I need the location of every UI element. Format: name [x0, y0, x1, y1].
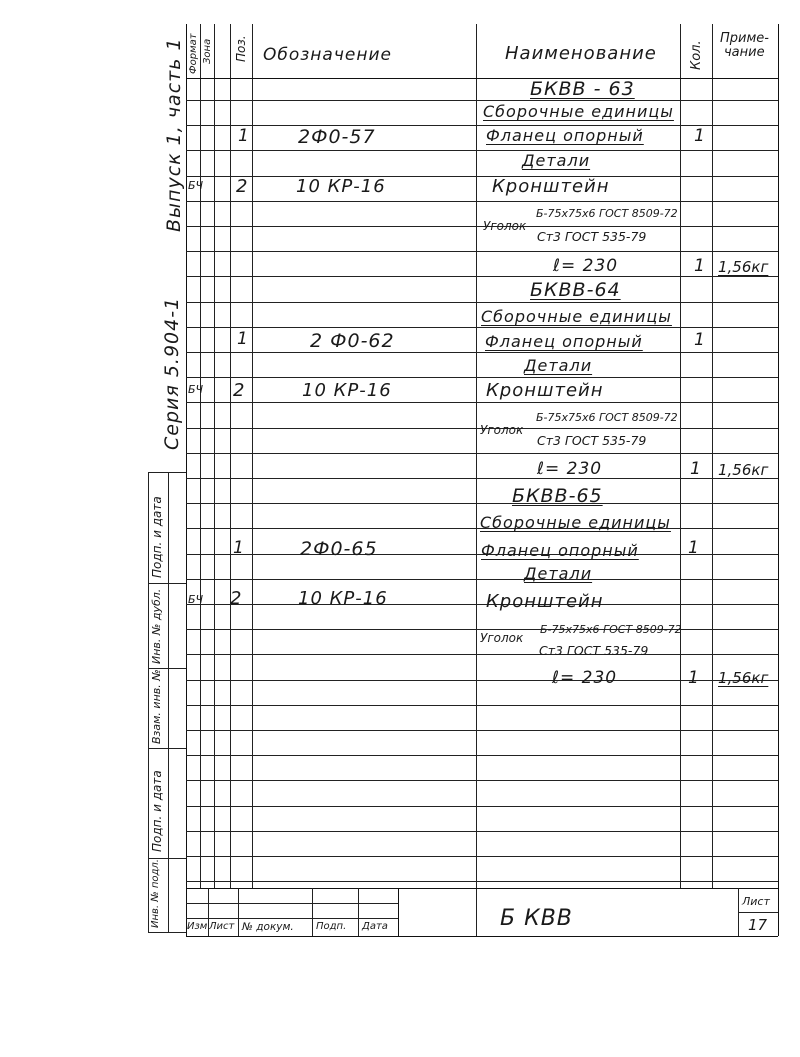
section-sborochnye-2: Сборочные единицы — [481, 307, 672, 326]
length-kol-2: 1 — [690, 459, 701, 479]
stamp-inv-dubl: Инв. № дубл. — [150, 588, 163, 664]
section-detali-2: Детали — [524, 356, 593, 375]
table-row-line — [186, 654, 778, 655]
stamp-inv-podl: Инв. № подл. — [150, 859, 161, 928]
table-row-line — [186, 881, 778, 882]
ugolok-label-3: Уголок — [480, 631, 524, 645]
name-kronshtein-3: Кронштейн — [486, 591, 604, 612]
table-row-line — [186, 327, 778, 328]
table-row-line — [186, 302, 778, 303]
name-flanec-1: Фланец опорный — [486, 126, 644, 145]
table-row-line — [186, 150, 778, 151]
col-poz — [230, 24, 231, 888]
format-bch-1: БЧ — [188, 179, 204, 192]
poz-2-a: 2 — [236, 176, 248, 197]
ugolok-st3-3: Ст3 ГОСТ 535-79 — [539, 643, 649, 658]
header-oboznachenie: Обозначение — [263, 45, 392, 65]
ugolok-st3-1: Ст3 ГОСТ 535-79 — [537, 229, 647, 244]
table-row-line — [186, 453, 778, 454]
ugolok-label-1: Уголок — [483, 219, 527, 233]
col-naim — [476, 24, 477, 936]
length-kol-3: 1 — [688, 668, 699, 688]
title-bkvv-64: БКВВ-64 — [530, 279, 621, 301]
tb-list-num: 17 — [748, 916, 768, 934]
table-row-line — [186, 251, 778, 252]
title-bkvv-65: БКВВ-65 — [512, 485, 603, 507]
stamp-vzam-inv: Взам. инв. № — [150, 669, 163, 744]
col-zona — [214, 24, 215, 888]
table-row-line — [186, 100, 778, 101]
ugolok-st3-2: Ст3 ГОСТ 535-79 — [537, 433, 647, 448]
table-row-line — [186, 503, 778, 504]
mass-3: 1,56кг — [718, 669, 769, 687]
table-row-line — [186, 629, 778, 630]
header-prim-1: Приме- — [720, 31, 769, 46]
col-prim — [712, 24, 713, 888]
obozn-10kr16-2: 10 КР-16 — [302, 380, 392, 401]
section-detali-3: Детали — [524, 564, 593, 583]
section-sborochnye-3: Сборочные единицы — [480, 513, 671, 532]
table-row-line — [186, 276, 778, 277]
tb-list: Лист — [209, 921, 235, 932]
obozn-2f0-65: 2Ф0-65 — [300, 538, 378, 560]
poz-2-c: 2 — [230, 588, 242, 609]
seriya-label: Серия 5.904-1 — [161, 296, 183, 450]
poz-1-b: 1 — [237, 329, 248, 349]
table-row-line — [186, 377, 778, 378]
format-bch-2: БЧ — [188, 383, 204, 396]
stamp-podp-data-2: Подп. и дата — [150, 770, 164, 852]
frame-left — [186, 24, 187, 936]
table-row-line — [186, 831, 778, 832]
table-row-line — [186, 402, 778, 403]
title-bkvv-63: БКВВ - 63 — [530, 78, 635, 100]
mass-2: 1,56кг — [718, 461, 769, 479]
header-naimenovanie: Наименование — [505, 43, 657, 64]
kol-2: 1 — [694, 330, 705, 350]
ugolok-label-2: Уголок — [480, 423, 524, 437]
obozn-2f0-57: 2Ф0-57 — [298, 126, 376, 148]
header-prim-2: чание — [724, 45, 765, 60]
poz-2-b: 2 — [233, 380, 245, 401]
tb-list-label: Лист — [742, 895, 770, 908]
table-row-line — [186, 352, 778, 353]
length-3: ℓ= 230 — [552, 668, 618, 688]
ugolok-gost-2: Б-75х75х6 ГОСТ 8509-72 — [536, 411, 678, 424]
vypusk-label: Выпуск 1, часть 1 — [163, 37, 185, 232]
ugolok-gost-3: Б-75х75х6 ГОСТ 8509-72 — [540, 623, 682, 636]
obozn-10kr16-3: 10 КР-16 — [298, 588, 388, 609]
section-sborochnye-1: Сборочные единицы — [483, 102, 674, 121]
name-flanec-2: Фланец опорный — [485, 332, 643, 351]
table-row-line — [186, 201, 778, 202]
tb-izm: Изм — [187, 921, 208, 932]
document-code: Б КВВ — [500, 906, 573, 931]
table-row-line — [186, 604, 778, 605]
col-kol — [680, 24, 681, 888]
header-kol: Кол. — [689, 40, 704, 70]
header-poz: Поз. — [234, 35, 248, 62]
ugolok-gost-1: Б-75х75х6 ГОСТ 8509-72 — [536, 207, 678, 220]
poz-1: 1 — [238, 126, 249, 146]
tb-ndokum: № докум. — [242, 921, 294, 933]
col-format — [200, 24, 201, 888]
header-format: Формат — [188, 33, 199, 74]
header-zona: Зона — [202, 38, 213, 64]
name-kronshtein-2: Кронштейн — [486, 380, 604, 401]
obozn-10kr16-1: 10 КР-16 — [296, 176, 386, 197]
stamp-podp-data-1: Подп. и дата — [150, 496, 164, 578]
table-row-line — [186, 806, 778, 807]
table-row-line — [186, 125, 778, 126]
table-row-line — [186, 176, 778, 177]
length-kol-1: 1 — [694, 256, 705, 276]
table-row-line — [186, 730, 778, 731]
table-row-line — [186, 856, 778, 857]
kol-1: 1 — [694, 126, 705, 146]
obozn-2f0-62: 2 Ф0-62 — [310, 330, 395, 352]
table-row-line — [186, 755, 778, 756]
tb-podp: Подп. — [316, 921, 347, 932]
table-row-line — [186, 226, 778, 227]
length-1: ℓ= 230 — [553, 256, 619, 276]
col-obozn — [252, 24, 253, 888]
format-bch-3: БЧ — [188, 593, 204, 606]
mass-1: 1,56кг — [718, 258, 769, 276]
tb-data: Дата — [362, 921, 388, 932]
table-row-line — [186, 705, 778, 706]
name-flanec-3: Фланец опорный — [481, 541, 639, 560]
length-2: ℓ= 230 — [537, 459, 603, 479]
kol-3: 1 — [688, 538, 699, 558]
table-row-line — [186, 579, 778, 580]
section-detali-1: Детали — [522, 151, 591, 170]
frame-right — [778, 24, 779, 936]
name-kronshtein-1: Кронштейн — [492, 176, 610, 197]
table-row-line — [186, 780, 778, 781]
poz-1-c: 1 — [233, 538, 244, 558]
